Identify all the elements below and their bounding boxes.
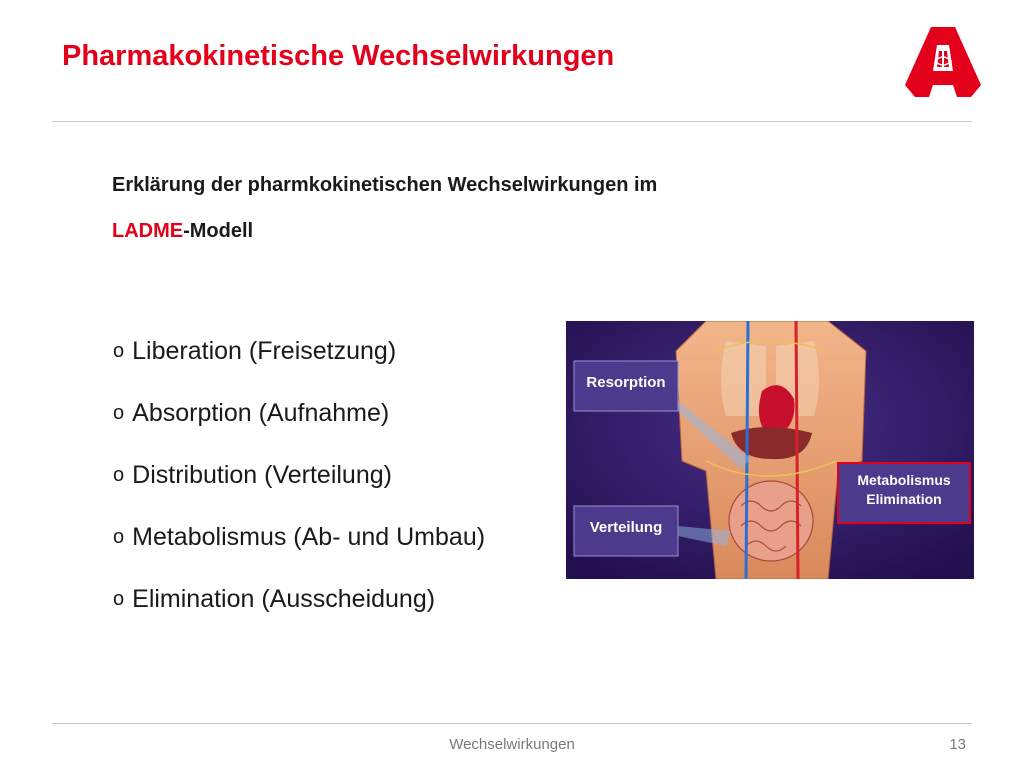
vein-line [746, 321, 748, 579]
bullet-distribution: o D istribution (Verteilung) [113, 460, 392, 489]
bullet-marker: o [113, 463, 125, 486]
bullet-elimination: o E limination (Ausscheidung) [113, 584, 436, 613]
slide-subtitle [112, 162, 657, 254]
ladme-body-illustration [566, 321, 974, 579]
header-divider [52, 121, 972, 122]
intestines-shape [729, 481, 813, 561]
bullet-marker: o [113, 339, 125, 362]
bullet-marker: o [113, 587, 125, 610]
metabolismus-label: Metabolismus [857, 472, 951, 488]
verteilung-label: Verteilung [589, 519, 663, 536]
subtitle-suffix: -Modell [183, 220, 254, 242]
bullet-liberation: o L iberation (Freisetzung) [113, 336, 397, 365]
bullet-absorption: o A bsorption (Aufnahme) [113, 398, 390, 427]
apotheke-logo-icon [905, 25, 981, 97]
subtitle-line1: Erklärung der pharmkokinetischen Wechselwirkungen im [112, 174, 658, 196]
bullet-marker: o [113, 525, 125, 548]
bullet-marker: o [113, 401, 125, 424]
subtitle-line2 [112, 208, 657, 254]
bullet-metabolismus: o M etabolismus (Ab- und Umbau) [113, 522, 486, 551]
artery-line [796, 321, 798, 579]
page-number: 13 [949, 736, 966, 753]
resorption-label: Resorption [586, 374, 666, 391]
ladme-acronym: LADME [112, 220, 184, 242]
elimination-label: Elimination [866, 491, 942, 507]
slide-title: Pharmakokinetische Wechselwirkungen [62, 40, 615, 72]
footer-title: Wechselwirkungen [449, 736, 575, 753]
ladme-bullet-list [113, 320, 485, 630]
footer-divider [52, 723, 972, 724]
